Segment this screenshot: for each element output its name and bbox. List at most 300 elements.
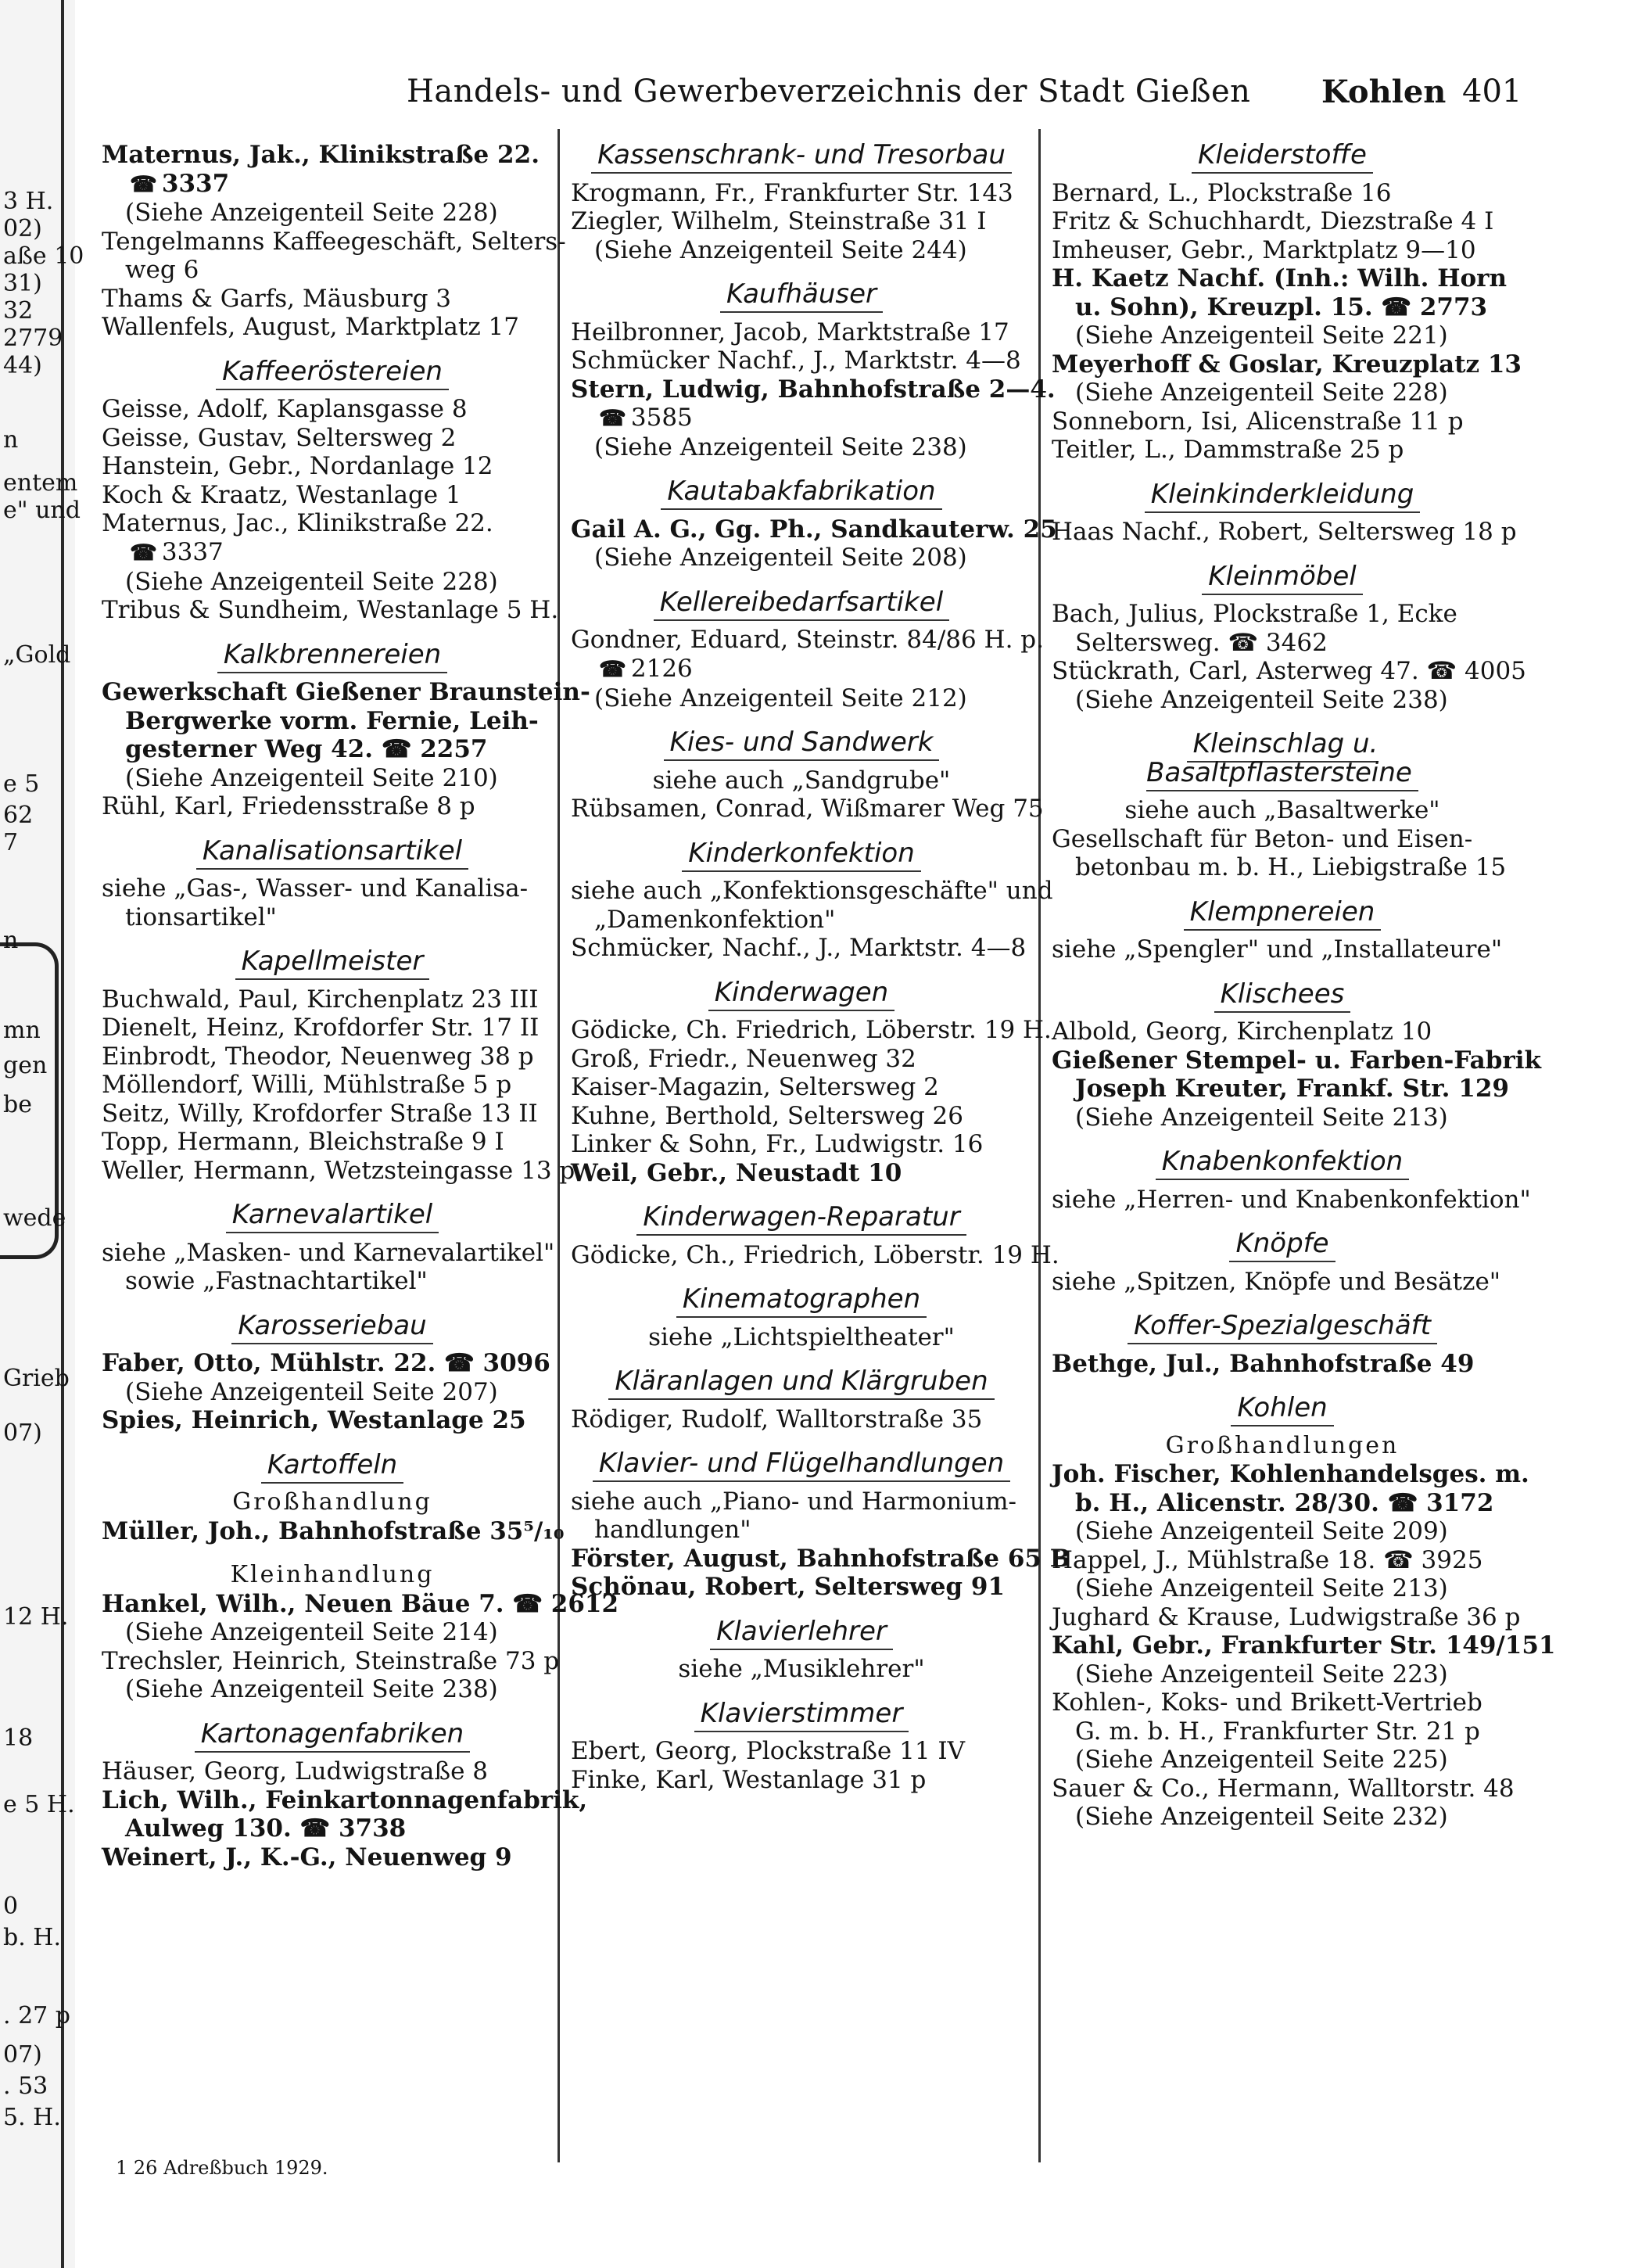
entry-text: Gail A. G., Gg. Ph., Sandkauterw. 25 (571, 515, 1057, 544)
directory-entry (1052, 1631, 1556, 1660)
entry-text: Dienelt, Heinz, Krofdorfer Str. 17 II (102, 1014, 540, 1042)
directory-entry (102, 764, 563, 793)
directory-entry (102, 1589, 619, 1619)
directory-entry (571, 795, 1044, 824)
directory-entry (102, 1349, 563, 1378)
category-heading (571, 1449, 1032, 1478)
entry-text: u. Sohn), Kreuzpl. 15. ☎ 2773 (1075, 292, 1488, 321)
entry-text: Wallenfels, August, Marktplatz 17 (102, 313, 519, 342)
column-middle (571, 125, 1070, 1794)
directory-entry (571, 1102, 1032, 1131)
entry-text: (Siehe Anzeigenteil Seite 223) (1075, 1660, 1448, 1688)
directory-entry (102, 1239, 563, 1268)
category-heading-text: Kaufhäuser (720, 278, 883, 313)
directory-entry (102, 1042, 563, 1071)
page-footer: 1 26 Adreßbuch 1929. (116, 2157, 328, 2179)
directory-entry (1052, 1602, 1521, 1632)
category-section (102, 357, 563, 625)
entry-text: Gießener Stempel- u. Farben-Fabrik (1052, 1046, 1542, 1075)
directory-entry (1052, 179, 1513, 208)
entry-text: (Siehe Anzeigenteil Seite 244) (594, 235, 967, 264)
entry-text: b. H., Alicenstr. 28/30. ☎ 3172 (1075, 1488, 1494, 1517)
gutter-fragment: be (3, 1091, 32, 1118)
directory-entry (102, 256, 563, 285)
directory-entry (1052, 436, 1513, 465)
category-heading (1052, 480, 1513, 509)
category-heading-text: Kanalisationsartikel (196, 835, 468, 870)
category-heading (1052, 730, 1513, 787)
previous-page-edge (0, 0, 84, 2268)
directory-entry (1052, 236, 1513, 265)
entry-text: siehe „Masken- und Karnevalartikel" (102, 1238, 555, 1267)
gutter-fragment: 0 (3, 1893, 19, 1920)
category-heading (571, 978, 1032, 1007)
entry-text: Buchwald, Paul, Kirchenplatz 23 III (102, 985, 539, 1014)
category-heading (102, 1717, 563, 1749)
category-section (1052, 1312, 1513, 1378)
directory-entry (1052, 1185, 1531, 1215)
directory-entry (1052, 629, 1513, 658)
gutter-fragment: 5. H. (3, 2104, 61, 2131)
category-section (1052, 139, 1522, 465)
directory-entry (102, 1100, 563, 1129)
category-heading (571, 477, 1032, 506)
directory-entry (102, 568, 563, 597)
entry-text: Lich, Wilh., Feinkartonnagenfabrik, (102, 1785, 588, 1814)
category-section (571, 976, 1052, 1188)
entry-text: 3337 (161, 169, 230, 198)
gutter-fragment: n (3, 426, 19, 454)
category-section (571, 475, 1057, 572)
category-section (102, 834, 563, 932)
entry-text: Sonneborn, Isi, Alicenstraße 11 p (1052, 407, 1464, 436)
category-heading (1052, 562, 1513, 591)
directory-entry (102, 707, 563, 736)
entry-text: Heilbronner, Jacob, Marktstraße 17 (571, 318, 1009, 346)
entry-text: siehe auch „Sandgrube" (652, 766, 951, 795)
entry-text: Haas Nachf., Robert, Seltersweg 18 p (1052, 518, 1517, 546)
gutter-fragment: e 5 (3, 770, 40, 798)
entry-text: (Siehe Anzeigenteil Seite 210) (125, 763, 498, 792)
directory-entry (1052, 1688, 1513, 1717)
category-heading-text: Kinderwagen (708, 977, 894, 1011)
telephone-icon: ☎ (599, 656, 626, 682)
directory-entry (1052, 1103, 1513, 1132)
directory-entry (1052, 1017, 1513, 1046)
entry-text: Stern, Ludwig, Bahnhofstraße 2—4. (571, 375, 1056, 404)
entry-text: (Siehe Anzeigenteil Seite 232) (1075, 1803, 1448, 1831)
directory-entry (1052, 350, 1522, 379)
directory-entry (571, 1240, 1059, 1270)
category-heading (1052, 980, 1513, 1009)
directory-entry (571, 1323, 1032, 1352)
category-heading-text: Knabenkonfektion (1156, 1146, 1409, 1180)
entry-text: siehe auch „Konfektionsgeschäfte" und (571, 877, 1053, 905)
category-section (102, 1717, 588, 1872)
entry-text: (Siehe Anzeigenteil Seite 212) (594, 684, 967, 712)
category-heading-text: Karnevalartikel (226, 1199, 439, 1233)
category-heading (1052, 1394, 1513, 1423)
gutter-fragment: 31) (3, 270, 42, 297)
entry-text: Gondner, Eduard, Steinstr. 84/86 H. p. (571, 626, 1044, 655)
entry-text: Gödicke, Ch., Friedrich, Löberstr. 19 H. (571, 1240, 1059, 1269)
category-heading-text: Kapellmeister (235, 946, 430, 980)
category-section (571, 586, 1044, 712)
gutter-fragment: Grieb (3, 1365, 70, 1392)
entry-text: (Siehe Anzeigenteil Seite 208) (594, 544, 967, 572)
directory-entry (102, 509, 563, 538)
directory-entry (571, 404, 1032, 433)
category-section (102, 946, 575, 1185)
directory-entry (102, 1843, 563, 1872)
directory-entry (571, 766, 1032, 795)
directory-entry (1052, 1574, 1513, 1603)
directory-entry (571, 1655, 1032, 1684)
directory-entry (1052, 1546, 1513, 1575)
directory-entry (571, 1073, 1032, 1102)
category-heading (571, 728, 1032, 757)
category-heading (1052, 895, 1513, 928)
category-heading (102, 1448, 563, 1480)
directory-entry (1052, 1717, 1513, 1746)
directory-entry (571, 877, 1053, 906)
category-section (571, 1617, 1032, 1684)
column-divider (1038, 129, 1041, 2162)
entry-text: Schmücker Nachf., J., Marktstr. 4—8 (571, 346, 1021, 375)
directory-entry (1052, 1075, 1513, 1103)
entry-text: Krogmann, Fr., Frankfurter Str. 143 (571, 178, 1013, 207)
entry-text: 3337 (161, 537, 224, 566)
gutter-fragment: 3 H. (3, 188, 54, 215)
directory-entry (571, 375, 1056, 404)
category-heading-text: Klavierlehrer (710, 1616, 893, 1650)
entry-text: siehe auch „Basaltwerke" (1124, 796, 1440, 824)
directory-entry (571, 934, 1032, 963)
entry-text: betonbau m. b. H., Liebigstraße 15 (1075, 853, 1507, 881)
entry-text: Kohlen-, Koks- und Brikett-Vertrieb (1052, 1688, 1482, 1717)
directory-entry (1052, 264, 1513, 293)
entry-text: Rödiger, Rudolf, Walltorstraße 35 (571, 1405, 983, 1434)
entry-text: Geisse, Gustav, Seltersweg 2 (102, 423, 457, 452)
category-heading-text: Kleinschlag u. Basaltpflastersteine (1146, 728, 1418, 791)
directory-entry (1052, 935, 1513, 964)
entry-text: Rühl, Karl, Friedensstraße 8 p (102, 792, 475, 820)
entry-text: Möllendorf, Willi, Mühlstraße 5 p (102, 1071, 512, 1099)
entry-text: Bethge, Jul., Bahnhofstraße 49 (1052, 1349, 1475, 1378)
category-section (102, 1561, 619, 1704)
directory-entry (1052, 407, 1513, 436)
category-heading (571, 1699, 1032, 1728)
directory-entry (571, 346, 1032, 375)
directory-entry (102, 1675, 563, 1704)
directory-entry (571, 1045, 1032, 1074)
entry-text: Schmücker, Nachf., J., Marktstr. 4—8 (571, 934, 1027, 962)
category-heading (571, 839, 1032, 868)
entry-text: (Siehe Anzeigenteil Seite 209) (1075, 1517, 1448, 1545)
telephone-icon: ☎ (599, 405, 626, 432)
directory-entry (571, 515, 1057, 544)
subcategory-label: Großhandlungen (1165, 1431, 1400, 1459)
entry-text: siehe „Herren- und Knabenkonfektion" (1052, 1185, 1531, 1214)
directory-entry (102, 1647, 563, 1676)
entry-text: G. m. b. H., Frankfurter Str. 21 p (1075, 1717, 1480, 1746)
entry-text: Meyerhoff & Goslar, Kreuzplatz 13 (1052, 350, 1522, 379)
category-heading-text: Kleinmöbel (1202, 561, 1363, 595)
gutter-fragment: 2779 (3, 325, 63, 352)
directory-entry (1052, 1268, 1513, 1297)
directory-entry (1052, 1775, 1513, 1803)
entry-text: Aulweg 130. ☎ 3738 (125, 1814, 407, 1843)
directory-entry (571, 655, 1032, 684)
entry-text: siehe „Spengler" und „Installateure" (1052, 935, 1503, 964)
directory-entry (102, 227, 566, 257)
category-section (1052, 560, 1526, 715)
gutter-fragment: 7 (3, 829, 19, 856)
entry-text: Rübsamen, Conrad, Wißmarer Weg 75 (571, 795, 1044, 823)
category-heading-text: Klavier- und Flügelhandlungen (593, 1448, 1010, 1482)
entry-text: 3585 (630, 404, 693, 432)
category-heading (571, 280, 1032, 309)
entry-text: siehe „Gas-, Wasser- und Kanalisa- (102, 874, 529, 903)
directory-entry (102, 874, 563, 903)
entry-text: (Siehe Anzeigenteil Seite 225) (1075, 1746, 1448, 1774)
category-heading (102, 834, 563, 867)
category-heading-text: Kaffeeröstereien (216, 356, 449, 390)
entry-text: siehe „Musiklehrer" (678, 1655, 925, 1683)
directory-entry (102, 170, 563, 199)
entry-text: handlungen" (594, 1516, 751, 1544)
entry-text: Thams & Garfs, Mäusburg 3 (102, 284, 452, 313)
entry-text: Gesellschaft für Beton- und Eisen- (1052, 824, 1473, 853)
entry-text: Groß, Friedr., Neuenweg 32 (571, 1044, 916, 1073)
directory-entry (1052, 293, 1513, 322)
gutter-fragment: wede (3, 1204, 66, 1232)
directory-entry (571, 1487, 1032, 1516)
directory-entry (1052, 657, 1526, 686)
directory-entry (102, 1128, 563, 1157)
entry-text: Weil, Gebr., Neustadt 10 (571, 1158, 902, 1187)
gutter-fragment: 07) (3, 1419, 42, 1447)
directory-entry (102, 1156, 575, 1186)
category-heading-text: Klischees (1214, 978, 1351, 1013)
directory-entry (571, 1516, 1032, 1545)
entry-text: siehe „Lichtspieltheater" (648, 1322, 955, 1351)
directory-entry (102, 285, 563, 314)
directory-entry (1052, 518, 1517, 547)
directory-entry (102, 1757, 563, 1786)
entry-text: Maternus, Jac., Klinikstraße 22. (102, 509, 493, 538)
gutter-fragment: 12 H. (3, 1603, 69, 1631)
entry-text: Schönau, Robert, Seltersweg 91 (571, 1573, 1006, 1601)
entry-text: Teitler, L., Dammstraße 25 p (1052, 436, 1404, 464)
gutter-fragment: 44) (3, 352, 42, 379)
entry-text: Weinert, J., K.-G., Neuenweg 9 (102, 1843, 512, 1871)
category-heading-text: Kautabakfabrikation (661, 475, 941, 510)
entry-text: siehe auch „Piano- und Harmonium- (571, 1487, 1016, 1516)
gutter-fragment: e" und (3, 497, 81, 524)
category-section (1052, 730, 1513, 882)
entry-text: Gewerkschaft Gießener Braunstein- (102, 678, 590, 706)
subcategory-label: Großhandlung (232, 1488, 432, 1516)
category-section (571, 141, 1032, 264)
directory-entry (1052, 853, 1513, 882)
directory-entry (1052, 1046, 1542, 1075)
entry-text: Linker & Sohn, Fr., Ludwigstr. 16 (571, 1130, 984, 1158)
directory-entry (571, 1737, 1032, 1766)
directory-entry (102, 1785, 588, 1815)
gutter-fragment: 07) (3, 2041, 42, 2069)
entry-text: Happel, J., Mühlstraße 18. ☎ 3925 (1052, 1545, 1483, 1574)
category-heading (571, 141, 1032, 170)
entry-text: Faber, Otto, Mühlstr. 22. ☎ 3096 (102, 1349, 550, 1377)
directory-entry (102, 903, 563, 932)
directory-entry (1052, 686, 1513, 715)
category-section (102, 1448, 565, 1546)
directory-entry (1052, 796, 1513, 825)
entry-text: (Siehe Anzeigenteil Seite 238) (594, 432, 967, 461)
entry-text: Spies, Heinrich, Westanlage 25 (102, 1406, 526, 1434)
directory-entry (571, 1766, 1032, 1795)
entry-text: Ebert, Georg, Plockstraße 11 IV (571, 1737, 966, 1765)
category-heading-text: Klempnereien (1184, 896, 1382, 931)
directory-entry (1052, 207, 1513, 236)
entry-text: (Siehe Anzeigenteil Seite 238) (1075, 685, 1448, 714)
entry-text: weg 6 (125, 256, 199, 285)
category-heading (102, 947, 563, 976)
entry-text: Sauer & Co., Hermann, Walltorstr. 48 (1052, 1774, 1515, 1803)
entry-text: Seltersweg. ☎ 3462 (1075, 628, 1328, 657)
gutter-fragment: e 5 H. (3, 1791, 75, 1818)
gutter-fragment: . 53 (3, 2072, 48, 2100)
directory-entry (102, 1406, 563, 1435)
category-heading (571, 1367, 1032, 1396)
directory-entry (571, 318, 1032, 347)
telephone-icon: ☎ (130, 540, 157, 565)
entry-text: Weller, Hermann, Wetzsteingasse 13 p (102, 1156, 575, 1185)
entry-text: (Siehe Anzeigenteil Seite 207) (125, 1377, 498, 1406)
category-heading (571, 588, 1032, 617)
entry-text: Trechsler, Heinrich, Steinstraße 73 p (102, 1646, 560, 1675)
entry-text: Topp, Hermann, Bleichstraße 9 I (102, 1128, 504, 1156)
category-section (102, 1200, 563, 1296)
gutter-fragment: gen (3, 1052, 48, 1079)
category-heading-text: Kartonagenfabriken (195, 1718, 470, 1753)
directory-entry (571, 1016, 1052, 1045)
entry-text: (Siehe Anzeigenteil Seite 221) (1075, 321, 1448, 350)
category-section (1052, 895, 1513, 964)
page-header (407, 74, 1548, 128)
category-section (571, 1285, 1032, 1351)
category-heading-text: Kläranlagen und Klärgruben (608, 1365, 994, 1400)
directory-entry (102, 313, 563, 342)
directory-entry (102, 1378, 563, 1407)
category-section (571, 1201, 1059, 1269)
entry-text: Koch & Kraatz, Westanlage 1 (102, 480, 461, 509)
entry-text: Gödicke, Ch. Friedrich, Löberstr. 19 H. (571, 1016, 1052, 1044)
category-section (1052, 478, 1517, 547)
entry-text: Kaiser-Magazin, Seltersweg 2 (571, 1073, 939, 1101)
entry-text: Stückrath, Carl, Asterweg 47. ☎ 4005 (1052, 657, 1526, 685)
directory-entry (102, 1814, 563, 1843)
entry-text: Kuhne, Berthold, Seltersweg 26 (571, 1101, 963, 1130)
category-section (571, 837, 1053, 963)
directory-entry (1052, 825, 1513, 854)
directory-entry (102, 481, 563, 510)
directory-entry (571, 626, 1044, 655)
entry-text: 2126 (630, 654, 693, 683)
category-heading-text: Kellereibedarfsartikel (654, 587, 949, 621)
entry-text: (Siehe Anzeigenteil Seite 238) (125, 1675, 498, 1703)
column-left (102, 125, 619, 1871)
category-heading (102, 1200, 563, 1229)
gutter-fragment: . 27 p (3, 2002, 70, 2029)
directory-entry (571, 1130, 1032, 1159)
directory-entry (102, 1267, 563, 1296)
gutter-fragment: „Gold (3, 641, 71, 669)
category-section (102, 638, 590, 821)
entry-text: Joh. Fischer, Kohlenhandelsges. m. (1052, 1460, 1529, 1488)
directory-entry (102, 1071, 563, 1100)
category-section (571, 1699, 1032, 1795)
directory-entry (1052, 1660, 1513, 1689)
entry-text: Maternus, Jak., Klinikstraße 22. (102, 141, 540, 169)
directory-entry (1052, 1746, 1513, 1775)
entry-text: Kahl, Gebr., Frankfurter Str. 149/151 (1052, 1631, 1556, 1660)
directory-entry (102, 141, 563, 170)
category-section (571, 278, 1056, 461)
subcategory-label: Kleinhandlung (230, 1561, 435, 1588)
column-right (1052, 125, 1556, 1832)
category-heading-text: Koffer-Spezialgeschäft (1128, 1310, 1437, 1344)
entry-text: Häuser, Georg, Ludwigstraße 8 (102, 1757, 488, 1785)
category-heading-text: Kalkbrennereien (217, 639, 447, 673)
directory-entry (571, 1159, 1032, 1188)
category-heading (102, 638, 563, 670)
entry-text: Finke, Karl, Westanlage 31 p (571, 1765, 927, 1794)
category-heading-text: Kies- und Sandwerk (664, 727, 940, 761)
category-heading-text: Kinderkonfektion (682, 838, 921, 872)
entry-text: (Siehe Anzeigenteil Seite 228) (125, 199, 498, 228)
gutter-fragment: 32 (3, 297, 34, 325)
category-heading (1052, 1147, 1513, 1176)
category-heading-text: Kleiderstoffe (1192, 139, 1373, 174)
category-heading (571, 1285, 1032, 1314)
entry-text: tionsartikel" (125, 903, 277, 931)
entry-text: siehe „Spitzen, Knöpfe und Besätze" (1052, 1267, 1501, 1296)
entry-text: Ziegler, Wilhelm, Steinstraße 31 I (571, 207, 987, 235)
directory-entry (1052, 1489, 1513, 1518)
category-heading (1052, 141, 1513, 170)
directory-entry (571, 1405, 1032, 1434)
directory-entry (1052, 1460, 1529, 1489)
directory-entry (102, 424, 563, 453)
category-section (571, 727, 1044, 824)
directory-entry (571, 906, 1032, 935)
category-section (1052, 1392, 1556, 1832)
directory-entry (1052, 1803, 1513, 1832)
directory-entry (102, 985, 563, 1014)
entry-text: Tengelmanns Kaffeegeschäft, Selters- (102, 227, 566, 256)
directory-entry (1052, 321, 1513, 350)
directory-entry (571, 179, 1032, 208)
directory-entry (102, 596, 563, 625)
category-section (102, 141, 566, 342)
entry-text: Fritz & Schuchhardt, Diezstraße 4 I (1052, 207, 1494, 235)
entry-text: H. Kaetz Nachf. (Inh.: Wilh. Horn (1052, 264, 1508, 292)
gutter-fragment: 02) (3, 215, 42, 242)
category-heading-text: Kinematographen (676, 1283, 927, 1318)
gutter-fragment: 62 (3, 802, 34, 829)
